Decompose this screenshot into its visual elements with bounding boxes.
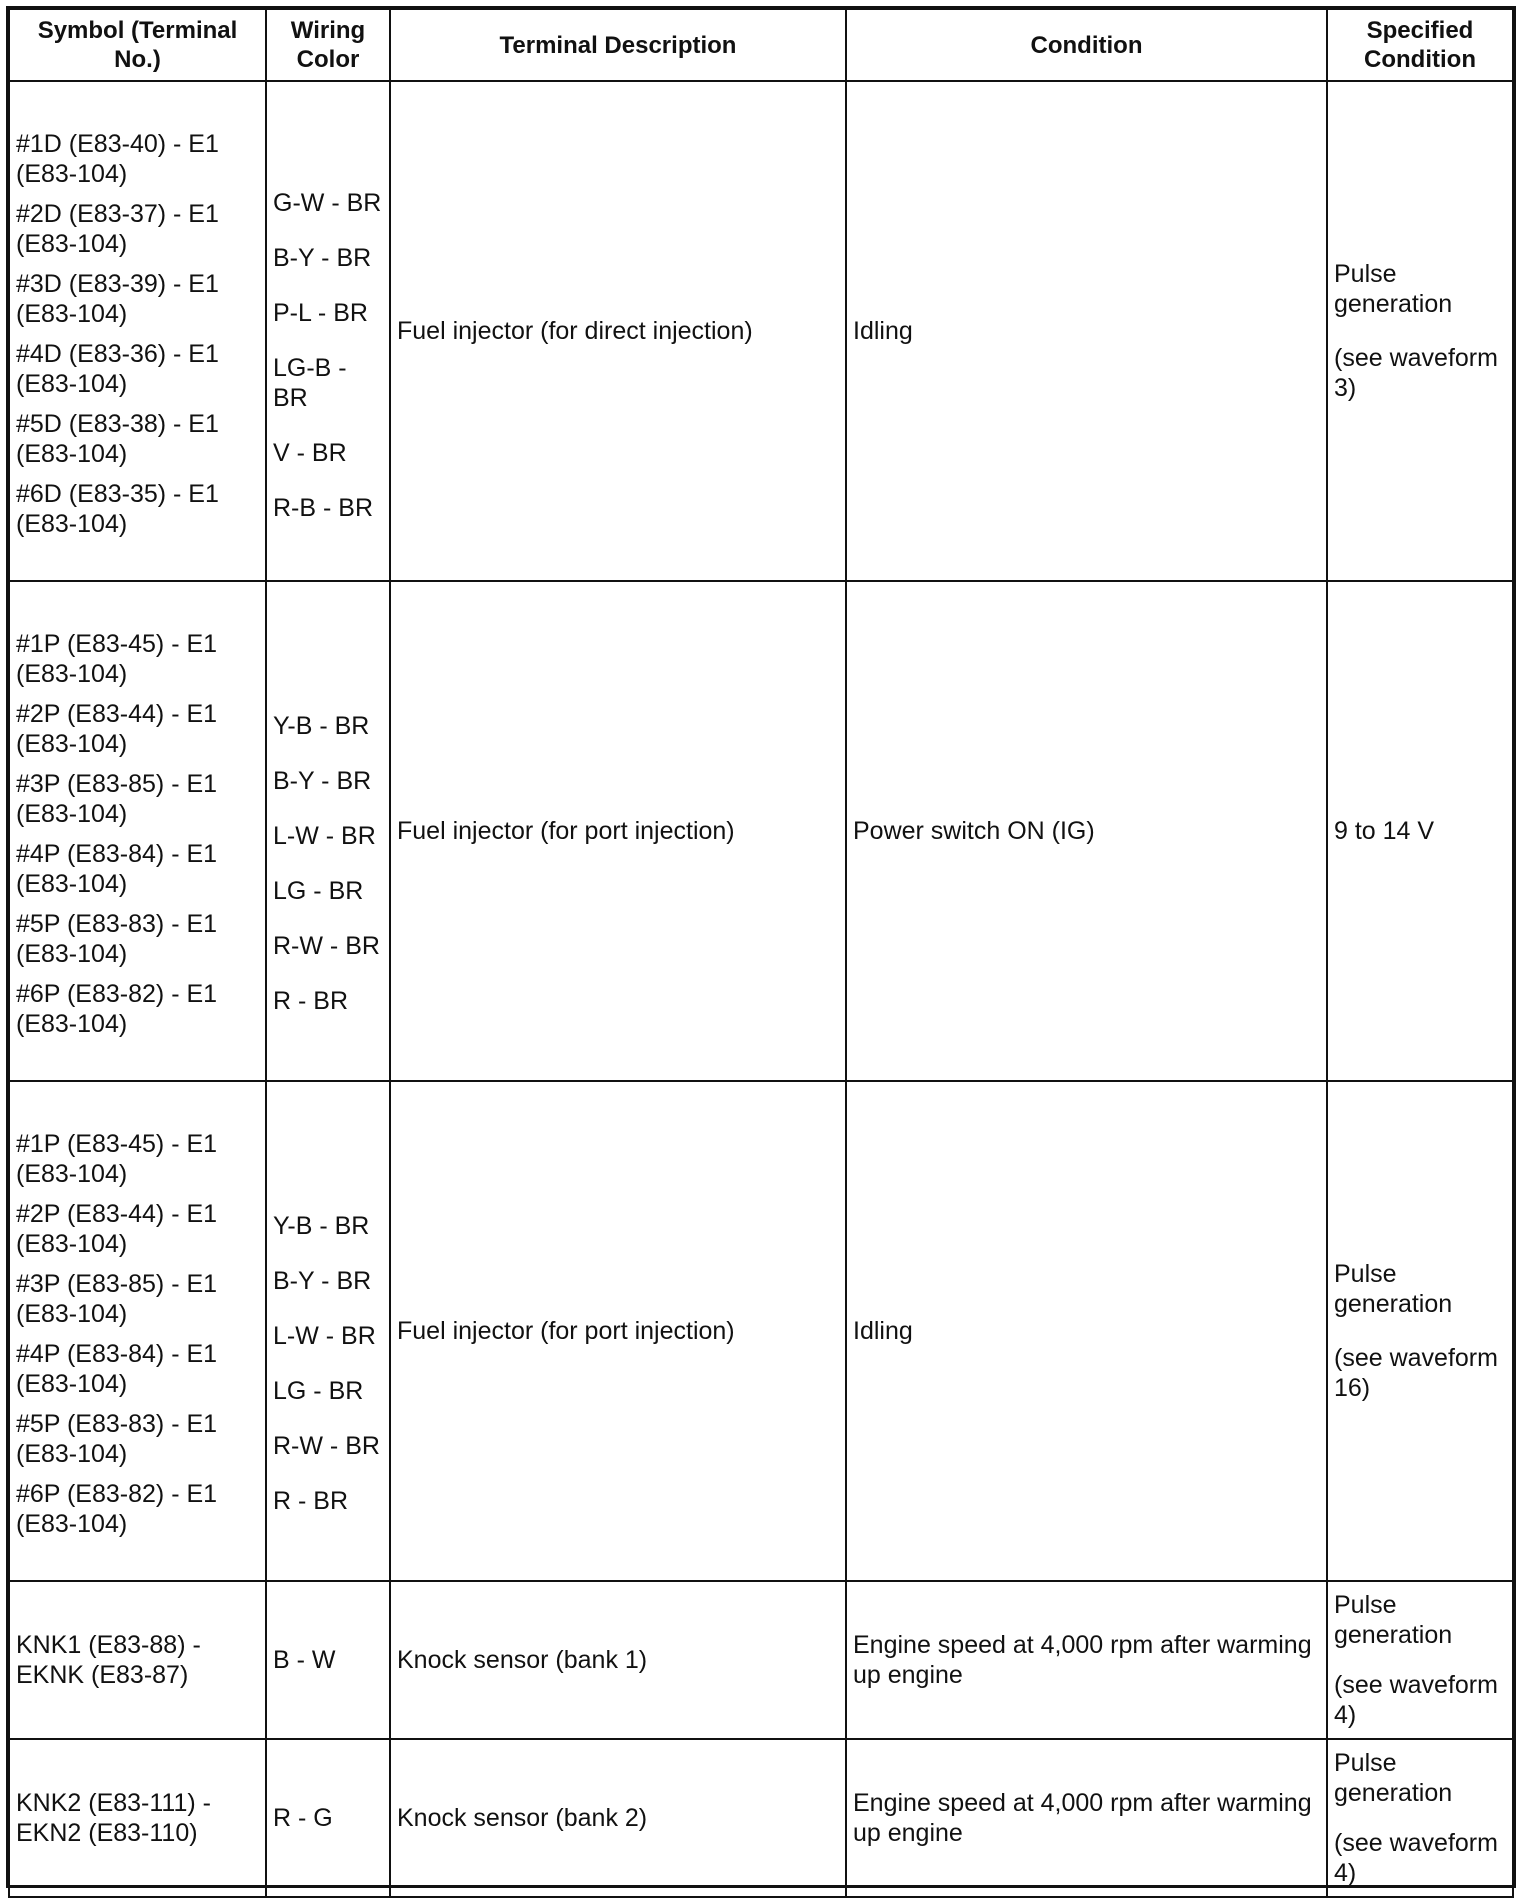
wiring-color: Y-B - BR (273, 1212, 370, 1240)
table-row (9, 81, 1513, 581)
spec-waveform-ref: (see waveform 4) (1334, 1671, 1498, 1729)
wiring-color: L-W - BR (273, 822, 376, 850)
spec-value: Pulse generation (1334, 1260, 1453, 1318)
terminal-symbol: #6D (E83-35) - E1 (E83-104) (16, 480, 219, 538)
table-row (9, 1739, 1513, 1897)
terminal-description-cell: Knock sensor (bank 1) (390, 1581, 846, 1739)
spec-value: Pulse generation (1334, 260, 1453, 318)
wiring-color: LG-B - BR (273, 354, 347, 412)
header-specified-condition: Specified Condition (1327, 9, 1513, 81)
wiring-color: L-W - BR (273, 1322, 376, 1350)
wiring-color: B-Y - BR (273, 767, 372, 795)
wiring-color: R-W - BR (273, 932, 380, 960)
terminal-symbol: #2P (E83-44) - E1 (E83-104) (16, 700, 218, 758)
symbol-cell: KNK2 (E83-111) - EKN2 (E83-110) (9, 1739, 266, 1897)
symbol-cell (9, 1081, 266, 1581)
specified-condition-cell (1327, 1739, 1513, 1897)
wiring-color: B-Y - BR (273, 1267, 372, 1295)
spec-value: Pulse generation (1334, 1591, 1453, 1649)
terminal-description-cell: Fuel injector (for port injection) (390, 1081, 846, 1581)
condition-cell: Idling (846, 81, 1327, 581)
spec-value: Pulse generation (1334, 1749, 1453, 1807)
terminal-description-cell: Fuel injector (for direct injection) (390, 81, 846, 581)
table-row (9, 1081, 1513, 1581)
terminal-symbol: #4D (E83-36) - E1 (E83-104) (16, 340, 219, 398)
wiring-color: G-W - BR (273, 189, 382, 217)
table-row (9, 581, 1513, 1081)
spec-waveform-ref: (see waveform 4) (1334, 1829, 1498, 1887)
terminal-symbol: #1P (E83-45) - E1 (E83-104) (16, 630, 218, 688)
header-terminal-description: Terminal Description (390, 9, 846, 81)
wiring-color: B-Y - BR (273, 244, 372, 272)
header-wiring-color: Wiring Color (266, 9, 390, 81)
terminal-symbol: #4P (E83-84) - E1 (E83-104) (16, 1340, 218, 1398)
symbol-cell (9, 81, 266, 581)
table-header-row (9, 9, 1513, 81)
wiring-color: P-L - BR (273, 299, 368, 327)
terminal-symbol: #3P (E83-85) - E1 (E83-104) (16, 770, 218, 828)
terminal-symbol: #5P (E83-83) - E1 (E83-104) (16, 910, 218, 968)
terminal-description-cell: Fuel injector (for port injection) (390, 581, 846, 1081)
wiring-color-cell: R - G (266, 1739, 390, 1897)
terminal-symbol: #6P (E83-82) - E1 (E83-104) (16, 1480, 218, 1538)
terminal-symbol: #4P (E83-84) - E1 (E83-104) (16, 840, 218, 898)
terminal-symbol: #3P (E83-85) - E1 (E83-104) (16, 1270, 218, 1328)
terminal-spec-table (8, 8, 1514, 1898)
spec-value: 9 to 14 V (1334, 817, 1435, 845)
condition-cell: Power switch ON (IG) (846, 581, 1327, 1081)
specified-condition-cell (1327, 1081, 1513, 1581)
wiring-color-cell (266, 581, 390, 1081)
wiring-color: R - BR (273, 1487, 348, 1515)
spec-waveform-ref: (see waveform 3) (1334, 344, 1498, 402)
symbol-cell: KNK1 (E83-88) - EKNK (E83-87) (9, 1581, 266, 1739)
terminal-symbol: #6P (E83-82) - E1 (E83-104) (16, 980, 218, 1038)
table-row (9, 1581, 1513, 1739)
wiring-color: LG - BR (273, 877, 364, 905)
wiring-color: R-B - BR (273, 494, 373, 522)
wiring-color: Y-B - BR (273, 712, 370, 740)
terminal-description-cell: Knock sensor (bank 2) (390, 1739, 846, 1897)
terminal-symbol: #5P (E83-83) - E1 (E83-104) (16, 1410, 218, 1468)
spec-waveform-ref: (see waveform 16) (1334, 1344, 1498, 1402)
condition-cell: Engine speed at 4,000 rpm after warming up engine (846, 1739, 1327, 1897)
wiring-color: R-W - BR (273, 1432, 380, 1460)
wiring-color-cell: B - W (266, 1581, 390, 1739)
specified-condition-cell (1327, 1581, 1513, 1739)
terminal-symbol: #1P (E83-45) - E1 (E83-104) (16, 1130, 218, 1188)
condition-cell: Idling (846, 1081, 1327, 1581)
header-condition: Condition (846, 9, 1327, 81)
condition-cell: Engine speed at 4,000 rpm after warming up engine (846, 1581, 1327, 1739)
wiring-color: R - BR (273, 987, 348, 1015)
wiring-color-cell (266, 1081, 390, 1581)
specified-condition-cell (1327, 581, 1513, 1081)
wiring-color: LG - BR (273, 1377, 364, 1405)
terminal-symbol: #1D (E83-40) - E1 (E83-104) (16, 130, 219, 188)
header-symbol: Symbol (Terminal No.) (9, 9, 266, 81)
terminal-symbol: #5D (E83-38) - E1 (E83-104) (16, 410, 219, 468)
wiring-color: V - BR (273, 439, 347, 467)
symbol-cell (9, 581, 266, 1081)
terminal-symbol: #2D (E83-37) - E1 (E83-104) (16, 200, 219, 258)
wiring-color-cell (266, 81, 390, 581)
terminal-symbol: #2P (E83-44) - E1 (E83-104) (16, 1200, 218, 1258)
terminal-symbol: #3D (E83-39) - E1 (E83-104) (16, 270, 219, 328)
specified-condition-cell (1327, 81, 1513, 581)
